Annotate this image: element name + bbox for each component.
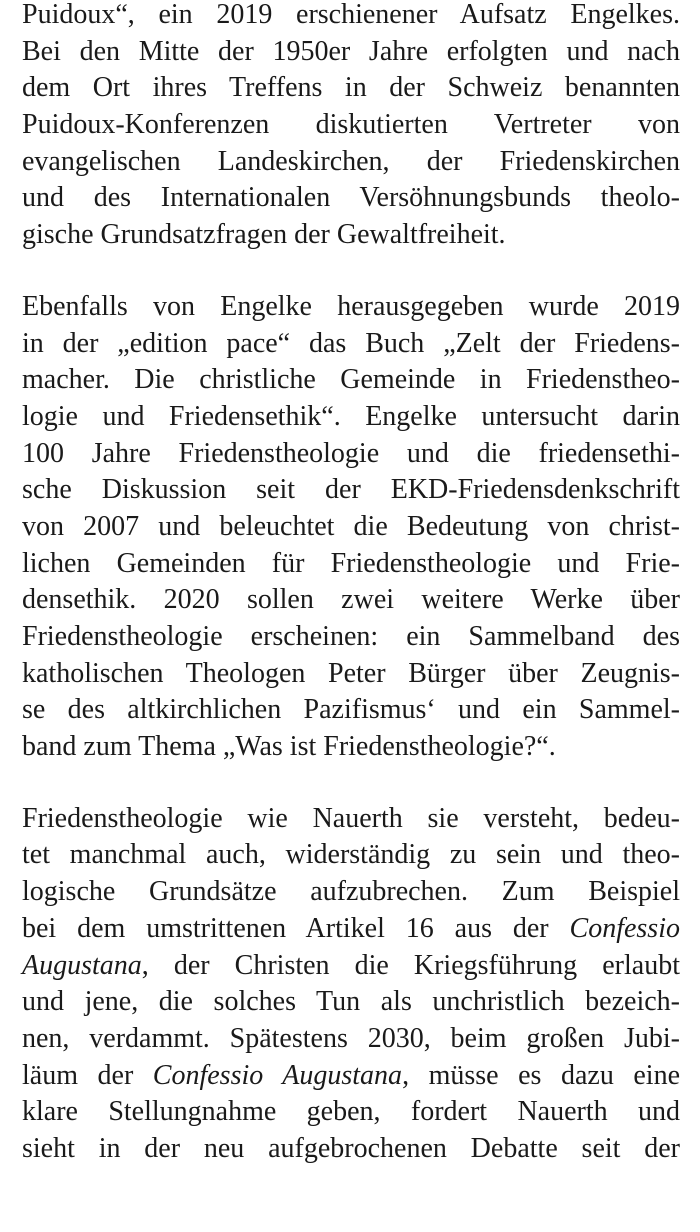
- text-line: Puidoux“, ein 2019 erschienener Aufsatz Engelkes.: [22, 0, 680, 30]
- text-line: Puidoux-Konferenzen diskutierten Vertreter von: [22, 109, 680, 141]
- text-line: macher. Die christliche Gemeinde in Friedenstheo-: [22, 364, 680, 396]
- text-line: Friedenstheologie erscheinen: ein Sammelband des: [22, 621, 680, 652]
- paragraph-3: [22, 801, 680, 1168]
- italic-title: Confessio: [569, 912, 680, 944]
- paragraph-2: [22, 289, 680, 766]
- text-line: 100 Jahre Friedenstheologie und die friedensethi-: [22, 437, 680, 469]
- text-line: klare Stellungnahme geben, fordert Nauerth und: [22, 1096, 680, 1128]
- text-line: und jene, die solches Tun als unchristlich bezeich-: [22, 986, 680, 1018]
- text-line: läum der Confessio Augustana, müsse es dazu eine: [22, 1059, 680, 1091]
- italic-title: Augustana: [22, 949, 142, 981]
- text-line: Friedenstheologie wie Nauerth sie versteht, bedeu-: [22, 802, 680, 834]
- text-line: katholischen Theologen Peter Bürger über Zeugnis-: [22, 657, 680, 689]
- paragraph-1: [22, 0, 680, 254]
- text-line: Ebenfalls von Engelke herausgegeben wurde 2019: [22, 290, 680, 322]
- paragraph-gap: [22, 766, 680, 801]
- text-line: band zum Thema „Was ist Friedenstheologie?“.: [22, 731, 556, 763]
- text-line: bei dem umstrittenen Artikel 16 aus der Confessio: [22, 912, 680, 944]
- text-line: lichen Gemeinden für Friedenstheologie und Frie-: [22, 547, 680, 579]
- text-line: in der „edition pace“ das Buch „Zelt der Friedens-: [22, 327, 680, 359]
- text-line: dem Ort ihres Treffens in der Schweiz benannten: [22, 72, 680, 104]
- text-line: von 2007 und beleuchtet die Bedeutung von christ-: [22, 510, 680, 542]
- text-line: logie und Friedensethik“. Engelke untersucht darin: [22, 400, 680, 432]
- italic-title: Confessio Augustana: [152, 1059, 403, 1091]
- text-line: densethik. 2020 sollen zwei weitere Werke über: [22, 584, 680, 616]
- text-line: Augustana, der Christen die Kriegsführung erlaubt: [22, 949, 680, 981]
- text-line: evangelischen Landeskirchen, der Friedenskirchen: [22, 145, 680, 177]
- text-line: Bei den Mitte der 1950er Jahre erfolgten und nach: [22, 35, 680, 67]
- paragraph-gap: [22, 254, 680, 289]
- text-line: logische Grundsätze aufzubrechen. Zum Beispiel: [22, 876, 680, 908]
- text-line: tet manchmal auch, widerständig zu sein und theo-: [22, 839, 680, 871]
- text-line: sche Diskussion seit der EKD-Friedensdenkschrift: [22, 474, 680, 506]
- text-line: sieht in der neu aufgebrochenen Debatte seit der: [22, 1132, 680, 1164]
- document-page: [22, 0, 680, 1168]
- text-line: nen, verdammt. Spätestens 2030, beim großen Jubi-: [22, 1022, 680, 1054]
- text-line: se des altkirchlichen Pazifismus‘ und ein Sammel-: [22, 694, 680, 726]
- text-line: gische Grundsatzfragen der Gewaltfreiheit.: [22, 219, 506, 251]
- text-line: und des Internationalen Versöhnungsbunds theolo-: [22, 182, 680, 214]
